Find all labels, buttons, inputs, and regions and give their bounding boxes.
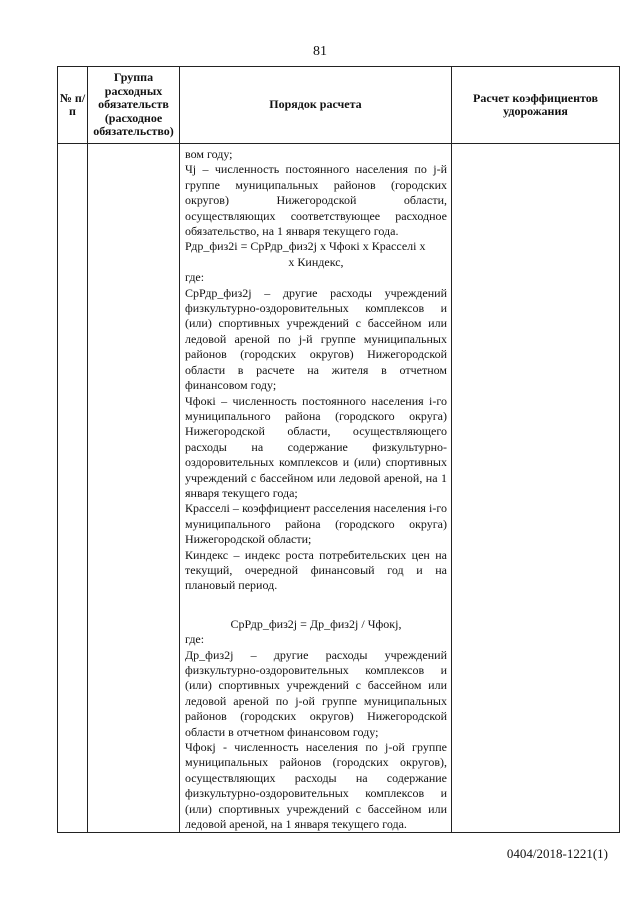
procedure-line: Чфокj - численность населения по j-ой группе муниципальных районов (городских округов), осуществляющих расходы на содержание физкультурно-оздоровительных комплексов и (или) спортивных учреждений с бассейном или ледовой ареной, на 1 января текущего года. [185,740,447,832]
formula-line: СрРдр_физ2j = Др_физ2j / Чфокj, [230,616,402,631]
table-row [58,144,620,833]
procedure-line: Чj – численность постоянного населения по j-й группе муниципальных районов (городских округов) Нижегородской области, осуществляющих соответствующее расходное обязательство, на 1 января текущего года. [185,162,447,239]
header-num: № п/п [58,67,88,144]
procedure-line: Чфокi – численность постоянного населения i-го муниципального района (городского округа) Нижегородской области, осуществляющего расходы на содержание физкультурно-оздоровительных комплексов и (или) спортивных учреждений с бассейном или ледовой ареной, на 1 января текущего года; [185,393,447,500]
calculation-table [57,66,620,833]
procedure-line: Красселi – коэффициент расселения населения i-го муниципального района (городского округа) Нижегородской области; [185,501,447,547]
header-coefficients: Расчет коэффициентов удорожания [452,67,620,144]
procedure-line: Др_физ2j – другие расходы учреждений физкультурно-оздоровительных комплексов и (или) спортивных учреждений с бассейном или ледовой ареной по j-ой группе муниципальных районов (городских округов) Нижегородской области в отчетном финансовом году; [185,647,447,739]
spacer [185,594,447,617]
cell-procedure [180,144,452,833]
procedure-line: Киндекс – индекс роста потребительских цен на текущий, очередной финансовый год и на плановый период. [185,547,447,593]
procedure-line: вом году; [185,147,233,161]
formula-line: х Киндекс, [288,254,344,269]
procedure-line: где: [185,632,205,647]
header-group: Группа расходных обязательств (расходное обязательство) [88,67,180,144]
procedure-line: где: [185,270,205,285]
formula-line: Рдр_физ2i = СрРдр_физ2j х Чфокi х Красселi х [185,239,426,254]
table-header-row [58,67,620,144]
document-code: 0404/2018-1221(1) [506,846,608,861]
page-number: 81 [313,44,327,59]
cell-group [88,144,180,833]
cell-num [58,144,88,833]
procedure-line: СрРдр_физ2j – другие расходы учреждений физкультурно-оздоровительных комплексов и (или) спортивных учреждений с бассейном или ледовой ареной по j-й группе муниципальных районов (городских округов) Нижегородской области в расчете на жителя в отчетном финансовом году; [185,285,447,393]
header-procedure: Порядок расчета [180,67,452,144]
cell-coefficients [452,144,620,833]
